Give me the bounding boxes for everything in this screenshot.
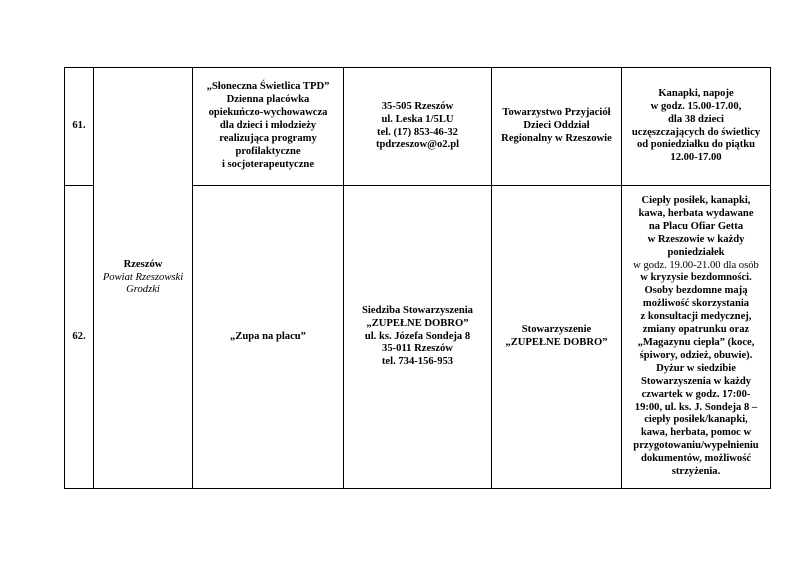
institution-name-line: Dzienna placówka — [226, 94, 310, 106]
institution-name-line: dla dzieci i młodzieży — [219, 120, 317, 132]
help-line: od poniedziałku do piątku — [636, 139, 756, 151]
address-line: ul. ks. Józefa Sondeja 8 — [364, 330, 471, 342]
help-description-cell — [622, 68, 771, 186]
city-cell — [94, 68, 193, 489]
address-line: 35-011 Rzeszów — [382, 343, 453, 355]
address-line: „ZUPEŁNE DOBRO” — [366, 317, 469, 329]
help-line: w Rzeszowie w każdy — [647, 233, 745, 245]
organization-line: Towarzystwo Przyjaciół — [502, 107, 611, 119]
help-line: w godz. 15.00-17.00, — [650, 100, 742, 112]
help-line: zmiany opatrunku oraz — [642, 324, 750, 336]
help-line: dla 38 dzieci — [668, 113, 724, 125]
help-line: poniedziałek — [667, 246, 725, 258]
help-line: w kryzysie bezdomności. — [640, 272, 752, 284]
help-line: dokumentów, możliwość — [640, 453, 752, 465]
row-number — [65, 68, 94, 186]
help-line: Stowarzyszenia w każdy — [640, 375, 752, 387]
organization-line: Dzieci Oddział — [523, 120, 590, 132]
help-line: kawa, herbata, pomoc w — [640, 427, 752, 439]
help-line: śpiwory, odzież, obuwie). — [639, 349, 753, 361]
organization-line: Regionalny w Rzeszowie — [501, 132, 612, 144]
row-number-text: 61. — [72, 120, 86, 132]
help-line: w godz. 19.00-21.00 dla osób — [633, 259, 759, 271]
row-number-text: 62. — [72, 330, 86, 342]
help-line: „Magazynu ciepła” (koce, — [637, 337, 755, 348]
organization-line: „ZUPEŁNE DOBRO” — [505, 337, 608, 348]
address-line: ul. Leska 1/5LU — [381, 113, 454, 125]
organization-cell — [492, 68, 622, 186]
help-line: strzyżenia. — [671, 466, 721, 478]
help-line: uczęszczających do świetlicy — [631, 126, 761, 138]
institution-name-line: „Słoneczna Świetlica TPD” — [206, 81, 330, 93]
institution-name-line: realizująca programy — [219, 132, 317, 144]
address-cell — [344, 68, 492, 186]
help-description-cell — [622, 186, 771, 489]
phone-line: tel. 734-156-953 — [381, 356, 454, 368]
city-name: Rzeszów — [123, 258, 163, 270]
city-district-line: Powiat Rzeszowski — [102, 271, 184, 283]
institution-name-line: „Zupa na placu” — [230, 330, 306, 342]
help-line: czwartek w godz. 17:00- — [641, 388, 751, 400]
help-line: ciepły posiłek/kanapki, — [644, 414, 748, 426]
help-line: Osoby bezdomne mają — [644, 285, 748, 297]
table-row — [65, 68, 771, 186]
institution-name-cell — [193, 186, 344, 489]
help-line: 12.00-17.00 — [670, 152, 722, 164]
help-line: Ciepły posiłek, kanapki, — [641, 195, 751, 207]
address-cell — [344, 186, 492, 489]
help-line: kawa, herbata wydawane — [638, 207, 754, 219]
organization-cell — [492, 186, 622, 489]
address-line: tel. (17) 853-46-32 — [377, 126, 458, 138]
help-line: 19:00, ul. ks. J. Sondeja 8 – — [634, 401, 758, 413]
institution-name-line: opiekuńczo-wychowawcza — [208, 107, 328, 119]
help-line: Kanapki, napoje — [658, 87, 734, 99]
help-line: Dyżur w siedzibie — [656, 362, 736, 374]
address-line: Siedziba Stowarzyszenia — [362, 304, 473, 316]
city-district-line: Grodzki — [126, 284, 160, 296]
row-number — [65, 186, 94, 489]
help-line: z konsultacji medycznej, — [640, 311, 752, 323]
institutions-table — [64, 67, 771, 489]
help-line: przygotowaniu/wypełnieniu — [633, 440, 759, 452]
organization-line: Stowarzyszenie — [521, 324, 592, 336]
help-line: na Placu Ofiar Getta — [648, 220, 744, 232]
email-line: tpdrzeszow@o2.pl — [375, 139, 460, 151]
institution-name-line: profilaktyczne — [235, 145, 301, 157]
address-line: 35-505 Rzeszów — [381, 100, 454, 112]
institution-name-cell — [193, 68, 344, 186]
help-line: możliwość skorzystania — [642, 298, 750, 310]
institution-name-line: i socjoterapeutyczne — [221, 158, 315, 170]
